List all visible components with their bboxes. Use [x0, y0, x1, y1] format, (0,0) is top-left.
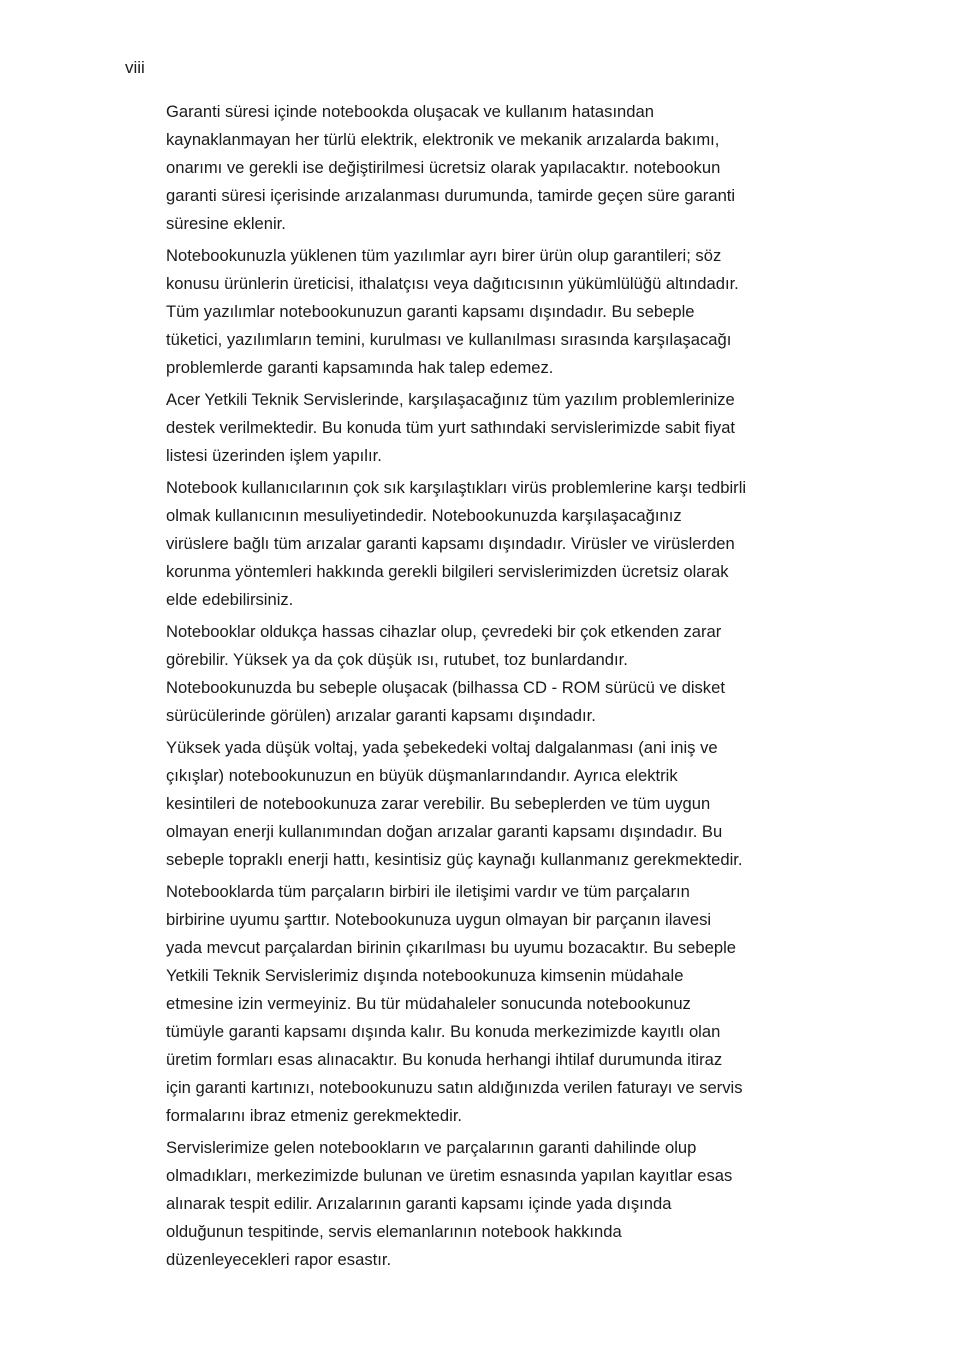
paragraph-service-records: Servislerimize gelen notebookların ve parçalarının garanti dahilinde olup olmadıkları, merkezimizde bulunan ve üretim esnasında yapılan kayıtlar esas alınarak tespit edilir. Arızalarının garanti kapsamı içinde yada dışında olduğunun tespitinde, servis elemanlarının notebook hakkında düzenleyecekleri rapor esastır.: [166, 1138, 733, 1269]
paragraph-software-support: Acer Yetkili Teknik Servislerinde, karşılaşacağınız tüm yazılım problemlerinize destek verilmektedir. Bu konuda tüm yurt sathındaki servislerimizde sabit fiyat listesi üzerinden işlem yapılır.: [166, 390, 736, 465]
paragraph-warranty-repairs: Garanti süresi içinde notebookda oluşacak ve kullanım hatasından kaynaklanmayan her türlü elektrik, elektronik ve mekanik arızalarda bakımı, onarımı ve gerekli ise değiştirilmesi ücretsiz olarak yapılacaktır. notebookun garanti süresi içerisinde arızalanması durumunda, tamirde geçen süre garanti süresine eklenir.: [166, 102, 736, 233]
paragraph-environment: Notebooklar oldukça hassas cihazlar olup, çevredeki bir çok etkenden zarar görebilir. Yüksek ya da çok düşük ısı, rutubet, toz bunlardandır. Notebookunuzda bu sebeple oluşacak (bilhassa CD - ROM sürücü ve disket sürücülerinde görülen) arızalar garanti kapsamı dışındadır.: [166, 622, 725, 725]
paragraph-viruses: Notebook kullanıcılarının çok sık karşılaştıkları virüs problemlerine karşı tedbirli olmak kullanıcının mesuliyetindedir. Notebookunuzda karşılaşacağınız virüslere bağlı tüm arızalar garanti kapsamı dışındadır. Virüsler ve virüslerden korunma yöntemleri hakkında gerekli bilgileri servislerimizden ücretsiz olarak elde edebilirsiniz.: [166, 478, 747, 609]
paragraph-software: Notebookunuzla yüklenen tüm yazılımlar ayrı birer ürün olup garantileri; söz konusu ürünlerin üreticisi, ithalatçısı veya dağıtıcısının yükümlülüğü altındadır. Tüm yazılımlar notebookunuzun garanti kapsamı dışındadır. Bu sebeple tüketici, yazılımların temini, kurulması ve kullanılması sırasında karşılaşacağı problemlerde garanti kapsamında hak talep edemez.: [166, 246, 739, 377]
paragraph-parts-compatibility: Notebooklarda tüm parçaların birbiri ile iletişimi vardır ve tüm parçaların birbirine uyumu şarttır. Notebookunuza uygun olmayan bir parçanın ilavesi yada mevcut parçalardan birinin çıkarılması bu uyumu bozacaktır. Bu sebeple Yetkili Teknik Servislerimiz dışında notebookunuza kimsenin müdahale etmesine izin vermeyiniz. Bu tür müdahaleler sonucunda notebookunuz tümüyle garanti kapsamı dışında kalır. Bu konuda merkezimizde kayıtlı olan üretim formları esas alınacaktır. Bu konuda herhangi ihtilaf durumunda itiraz için garanti kartınızı, notebookunuzu satın aldığınızda verilen faturayı ve servis formalarını ibraz etmeniz gerekmektedir.: [166, 882, 743, 1125]
page-number: viii: [125, 58, 145, 77]
document-body: [166, 98, 814, 1278]
paragraph-voltage: Yüksek yada düşük voltaj, yada şebekedeki voltaj dalgalanması (ani iniş ve çıkışlar) notebookunuzun en büyük düşmanlarındandır. Ayrıca elektrik kesintileri de notebookunuza zarar verebilir. Bu sebeplerden ve tüm uygun olmayan enerji kullanımından doğan arızalar garanti kapsamı dışındadır. Bu sebeple topraklı enerji hattı, kesintisiz güç kaynağı kullanmanız gerekmektedir.: [166, 738, 743, 869]
